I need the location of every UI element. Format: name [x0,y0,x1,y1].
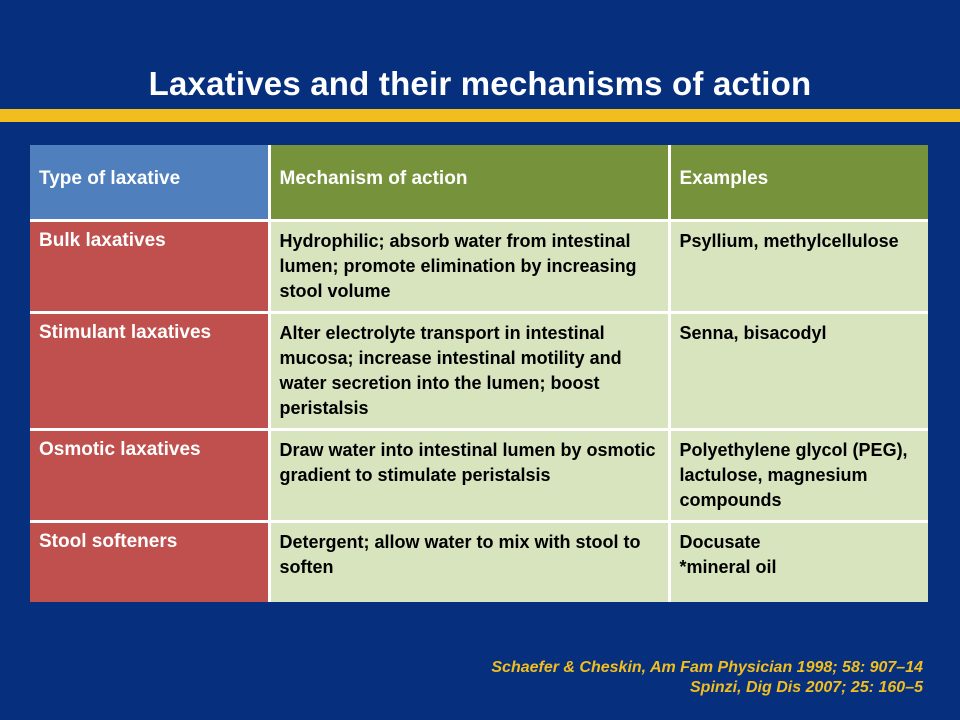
mechanism-cell: Hydrophilic; absorb water from intestinal lumen; promote elimination by increasing stool volume [269,221,669,313]
mechanism-cell: Detergent; allow water to mix with stool to soften [269,522,669,602]
examples-cell: Polyethylene glycol (PEG), lactulose, magnesium compounds [669,430,928,522]
table-row [30,221,928,313]
laxative-type-cell: Osmotic laxatives [30,430,269,522]
references [491,658,923,698]
examples-cell: Docusate *mineral oil [669,522,928,602]
reference-citation: Schaefer & Cheskin, Am Fam Physician 1998; 58: 907–14 [491,659,923,676]
column-header-mechanism: Mechanism of action [269,145,669,221]
table-row [30,522,928,602]
mechanism-cell: Draw water into intestinal lumen by osmotic gradient to stimulate peristalsis [269,430,669,522]
reference-citation: Spinzi, Dig Dis 2007; 25: 160–5 [690,679,923,696]
laxatives-table [30,145,928,602]
table-row [30,430,928,522]
table-row [30,313,928,430]
mechanism-cell: Alter electrolyte transport in intestinal mucosa; increase intestinal motility and water secretion into the lumen; boost peristalsis [269,313,669,430]
title-divider [0,109,960,122]
laxative-type-cell: Bulk laxatives [30,221,269,313]
table-header-row [30,145,928,221]
examples-cell: Senna, bisacodyl [669,313,928,430]
laxative-type-cell: Stool softeners [30,522,269,602]
column-header-type: Type of laxative [30,145,269,221]
laxative-type-cell: Stimulant laxatives [30,313,269,430]
examples-cell: Psyllium, methylcellulose [669,221,928,313]
column-header-examples: Examples [669,145,928,221]
slide-title: Laxatives and their mechanisms of action [148,65,812,102]
